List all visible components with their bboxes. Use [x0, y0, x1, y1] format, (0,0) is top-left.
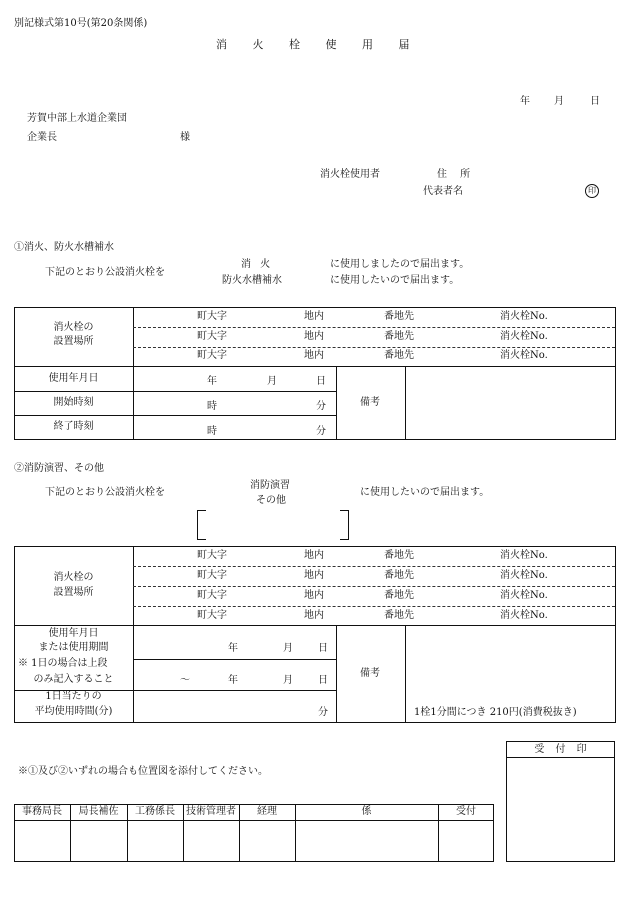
area-cell: 地内: [304, 610, 324, 621]
section1-option-tank: 防火水槽補水: [222, 275, 282, 286]
approval-col-tech-manager: 技術管理者: [186, 806, 236, 817]
receipt-stamp-label: 受 付 印: [534, 744, 587, 755]
avg-label-2: 平均使用時間(分): [34, 706, 113, 717]
addressee-org: 芳賀中部上水道企業団: [27, 113, 127, 124]
section1-remarks-label: 備考: [360, 397, 380, 408]
representative-label: 代表者名: [423, 186, 463, 197]
section1-location-label-1: 消火栓の: [53, 322, 94, 333]
hydrant-no-cell: 消火栓No.: [500, 550, 548, 561]
attachment-note: ※①及び②いずれの場合も位置図を添付してください。: [18, 766, 268, 777]
section1-heading: ①消火、防火水槽補水: [14, 242, 114, 253]
period-start-year: 年: [228, 643, 238, 654]
end-time-label: 終了時刻: [53, 421, 94, 432]
date-month-label: 月: [554, 96, 564, 107]
date-year-label: 年: [520, 96, 530, 107]
approval-col-deputy: 局長補佐: [78, 806, 119, 817]
town-cell: 町大字: [197, 570, 227, 581]
period-end-day: 日: [318, 675, 328, 686]
page-title: 消 火 栓 使 用 届: [216, 38, 410, 51]
section2-remarks-label: 備考: [360, 668, 380, 679]
start-time-hour: 時: [207, 401, 217, 412]
area-cell: 地内: [304, 590, 324, 601]
period-label-1: 使用年月日: [48, 628, 99, 639]
use-date-year: 年: [207, 376, 217, 387]
lot-cell: 番地先: [384, 350, 414, 361]
use-date-month: 月: [267, 376, 277, 387]
hydrant-no-cell: 消火栓No.: [500, 311, 548, 322]
section1-location-label-2: 設置場所: [53, 336, 94, 347]
hydrant-no-cell: 消火栓No.: [500, 570, 548, 581]
town-cell: 町大字: [197, 331, 227, 342]
town-cell: 町大字: [197, 311, 227, 322]
period-note-1: ※ 1日の場合は上段: [18, 658, 108, 669]
approval-col-director: 事務局長: [22, 806, 62, 817]
use-date-day: 日: [316, 376, 326, 387]
lot-cell: 番地先: [384, 311, 414, 322]
section1-text-future: に使用したいので届出ます。: [330, 275, 460, 286]
addressee-honorific: 様: [180, 132, 190, 143]
area-cell: 地内: [304, 570, 324, 581]
end-time-hour: 時: [207, 426, 217, 437]
town-cell: 町大字: [197, 550, 227, 561]
lot-cell: 番地先: [384, 331, 414, 342]
approval-col-reception: 受付: [456, 806, 476, 817]
section1-text-past: に使用しましたので届出ます。: [330, 259, 470, 270]
section2-intro: 下記のとおり公設消火栓を: [45, 487, 165, 498]
use-date-label: 使用年月日: [48, 373, 99, 384]
approval-sign-cells[interactable]: [15, 821, 493, 861]
period-note-2: のみ記入すること: [33, 674, 114, 685]
town-cell: 町大字: [197, 610, 227, 621]
section2-heading: ②消防演習、その他: [14, 463, 104, 474]
period-end-year: 年: [228, 675, 238, 686]
form-number: 別記様式第10号(第20条関係): [14, 18, 148, 29]
approval-col-accounting: 経理: [257, 806, 277, 817]
hydrant-no-cell: 消火栓No.: [500, 590, 548, 601]
town-cell: 町大字: [197, 590, 227, 601]
section2-option-drill: 消防演習: [250, 480, 290, 491]
avg-minute: 分: [318, 707, 328, 718]
hydrant-no-cell: 消火栓No.: [500, 331, 548, 342]
period-tilde: ～: [180, 675, 190, 686]
end-time-minute: 分: [316, 426, 326, 437]
period-label-2: または使用期間: [38, 642, 109, 653]
start-time-label: 開始時刻: [53, 397, 94, 408]
other-purpose-bracket[interactable]: [197, 510, 349, 540]
lot-cell: 番地先: [384, 610, 414, 621]
area-cell: 地内: [304, 550, 324, 561]
seal-icon: 印: [585, 184, 599, 198]
fee-note: 1栓1分間につき 210円(消費税抜き): [414, 707, 577, 718]
area-cell: 地内: [304, 331, 324, 342]
section1-intro: 下記のとおり公設消火栓を: [45, 267, 165, 278]
address-label: 住 所: [437, 169, 471, 180]
lot-cell: 番地先: [384, 550, 414, 561]
section2-text: に使用したいので届出ます。: [360, 487, 490, 498]
receipt-stamp-box: [506, 741, 615, 862]
avg-label-1: 1日当たりの: [45, 691, 102, 702]
hydrant-no-cell: 消火栓No.: [500, 350, 548, 361]
section1-option-fire: 消 火: [241, 259, 271, 270]
approval-col-works-chief: 工務係長: [135, 806, 175, 817]
area-cell: 地内: [304, 311, 324, 322]
section2-option-other: その他: [256, 495, 286, 506]
area-cell: 地内: [304, 350, 324, 361]
period-start-month: 月: [283, 643, 293, 654]
start-time-minute: 分: [316, 401, 326, 412]
approval-col-staff: 係: [361, 806, 372, 817]
section2-location-label-1: 消火栓の: [53, 572, 94, 583]
lot-cell: 番地先: [384, 570, 414, 581]
addressee-title: 企業長: [27, 132, 57, 143]
applicant-label: 消火栓使用者: [320, 169, 380, 180]
period-end-month: 月: [283, 675, 293, 686]
lot-cell: 番地先: [384, 590, 414, 601]
period-start-day: 日: [318, 643, 328, 654]
hydrant-no-cell: 消火栓No.: [500, 610, 548, 621]
town-cell: 町大字: [197, 350, 227, 361]
section2-location-label-2: 設置場所: [53, 587, 94, 598]
date-day-label: 日: [590, 96, 600, 107]
